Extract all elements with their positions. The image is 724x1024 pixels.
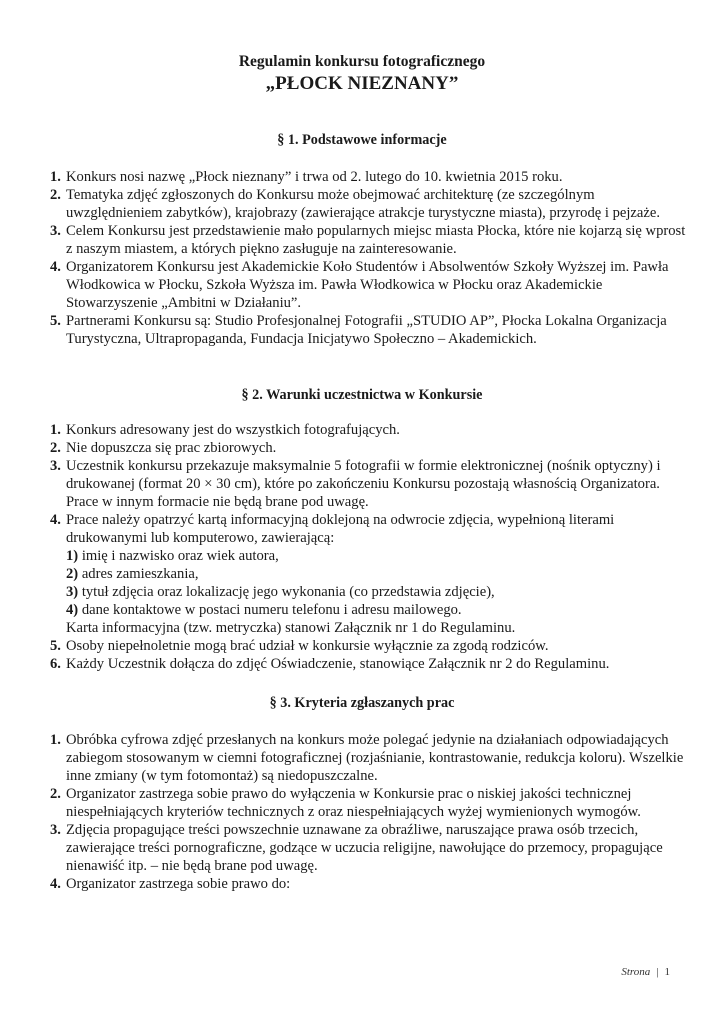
list-item xyxy=(50,511,690,637)
item-number: 3. xyxy=(50,822,61,838)
item-text: Organizator zastrzega sobie prawo do: xyxy=(66,876,291,892)
sub-item-number: 1) xyxy=(66,548,79,564)
list-item xyxy=(50,457,690,511)
list-item xyxy=(50,222,690,258)
list-item xyxy=(50,637,690,655)
page-number: 1 xyxy=(664,966,670,978)
item-number: 2. xyxy=(50,187,61,203)
sub-item-text: tytuł zdjęcia oraz lokalizację jego wykonania (co przedstawia zdjęcie), xyxy=(81,584,495,600)
list-item xyxy=(50,186,690,222)
item-text: Konkurs nosi nazwę „Płock nieznany” i trwa od 2. lutego do 10. kwietnia 2015 roku. xyxy=(66,169,563,185)
section-list xyxy=(50,421,690,673)
item-number: 5. xyxy=(50,313,61,329)
document-title: Regulamin konkursu fotograficznego xyxy=(238,53,486,70)
list-item xyxy=(50,785,690,821)
footer-separator: | xyxy=(656,966,659,978)
document-subtitle: „PŁOCK NIEZNANY” xyxy=(265,73,459,94)
sub-item-text: dane kontaktowe w postaci numeru telefonu i adresu mailowego. xyxy=(81,602,462,618)
sub-item xyxy=(66,601,690,619)
sub-item xyxy=(66,583,690,601)
item-number: 3. xyxy=(50,223,61,239)
item-number: 3. xyxy=(50,458,61,474)
item-number: 4. xyxy=(50,259,61,275)
item-text: Organizator zastrzega sobie prawo do wyłączenia w Konkursie prac o niskiej jakości technicznej niespełniających kryteriów technicznych z oraz niespełniających wyżej wymienionych wymogów. xyxy=(66,786,641,820)
section-heading: § 3. Kryteria zgłaszanych prac xyxy=(269,695,455,711)
item-number: 4. xyxy=(50,512,61,528)
list-item xyxy=(50,439,690,457)
item-text: Każdy Uczestnik dołącza do zdjęć Oświadczenie, stanowiące Załącznik nr 2 do Regulaminu. xyxy=(66,656,610,672)
list-item xyxy=(50,168,690,186)
item-text: Uczestnik konkursu przekazuje maksymalnie 5 fotografii w formie elektronicznej (nośnik optyczny) i drukowanej (format 20 × 30 cm), które po zakończeniu Konkursu pozostają własnością Organizatora. Prace w innym formacie nie będą brane pod uwagę. xyxy=(66,458,661,510)
sub-item-text: imię i nazwisko oraz wiek autora, xyxy=(81,548,279,564)
item-number: 6. xyxy=(50,656,61,672)
item-number: 4. xyxy=(50,876,61,892)
sub-item-number: 2) xyxy=(66,566,79,582)
item-text: Nie dopuszcza się prac zbiorowych. xyxy=(66,440,277,456)
sub-item-number: 3) xyxy=(66,584,79,600)
item-text: Obróbka cyfrowa zdjęć przesłanych na konkurs może polegać jedynie na działaniach odpowiadających zabiegom stosowanym w ciemni fotograficznej (rozjaśnianie, kontrastowanie, redukcja koloru). Wszelkie inne zmiany (w tym fotomontaż) są niedopuszczalne. xyxy=(66,732,684,784)
item-text: Zdjęcia propagujące treści powszechnie uznawane za obraźliwe, naruszające prawa osób trzecich, zawierające treści pornograficzne, godzące w uczucia religijne, nawołujące do przemocy, propagujące nienawiść itp. – nie będą brane pod uwagę. xyxy=(66,822,663,874)
item-text: Konkurs adresowany jest do wszystkich fotografujących. xyxy=(66,422,400,438)
list-item xyxy=(50,312,690,348)
item-text: Tematyka zdjęć zgłoszonych do Konkursu może obejmować architekturę (ze szczególnym uwzględnieniem zabytków), krajobrazy (zawierające atrakcje turystyczne miasta), przyrodę i pejzaże. xyxy=(66,187,660,221)
list-item xyxy=(50,731,690,785)
sub-item xyxy=(66,547,690,565)
section-list xyxy=(50,168,690,348)
item-note: Karta informacyjna (tzw. metryczka) stanowi Załącznik nr 1 do Regulaminu. xyxy=(66,620,516,636)
item-number: 2. xyxy=(50,440,61,456)
section-heading: § 2. Warunki uczestnictwa w Konkursie xyxy=(241,387,483,403)
list-item xyxy=(50,655,690,673)
sub-item-number: 4) xyxy=(66,602,79,618)
item-number: 5. xyxy=(50,638,61,654)
footer-label: Strona xyxy=(621,966,651,978)
item-text: Osoby niepełnoletnie mogą brać udział w konkursie wyłącznie za zgodą rodziców. xyxy=(66,638,549,654)
list-item xyxy=(50,258,690,312)
item-text: Organizatorem Konkursu jest Akademickie Koło Studentów i Absolwentów Szkoły Wyższej im. Pawła Włodkowica w Płocku, Szkoła Wyższa im. Pawła Włodkowica w Płocku oraz Akademickie Stowarzyszenie „Ambitni w Działaniu”. xyxy=(66,259,669,311)
section-list xyxy=(50,731,690,893)
item-text: Partnerami Konkursu są: Studio Profesjonalnej Fotografii „STUDIO AP”, Płocka Lokalna Organizacja Turystyczna, Ultrapropaganda, Fundacja Inicjatywo Społeczno – Akademickich. xyxy=(66,313,667,347)
list-item xyxy=(50,421,690,439)
item-text: Prace należy opatrzyć kartą informacyjną doklejoną na odwrocie zdjęcia, wypełnioną literami drukowanymi lub komputerowo, zawierającą: xyxy=(66,512,615,546)
item-number: 1. xyxy=(50,732,61,748)
list-item xyxy=(50,821,690,875)
list-item xyxy=(50,875,690,893)
sub-item xyxy=(66,565,690,583)
item-text: Celem Konkursu jest przedstawienie mało popularnych miejsc miasta Płocka, które nie kojarzą się wprost z naszym miastem, a których piękno zasługuje na zainteresowanie. xyxy=(66,223,686,257)
item-number: 2. xyxy=(50,786,61,802)
sub-item-text: adres zamieszkania, xyxy=(81,566,199,582)
section-heading: § 1. Podstawowe informacje xyxy=(277,132,447,148)
page-footer xyxy=(621,965,670,979)
item-number: 1. xyxy=(50,169,61,185)
item-number: 1. xyxy=(50,422,61,438)
